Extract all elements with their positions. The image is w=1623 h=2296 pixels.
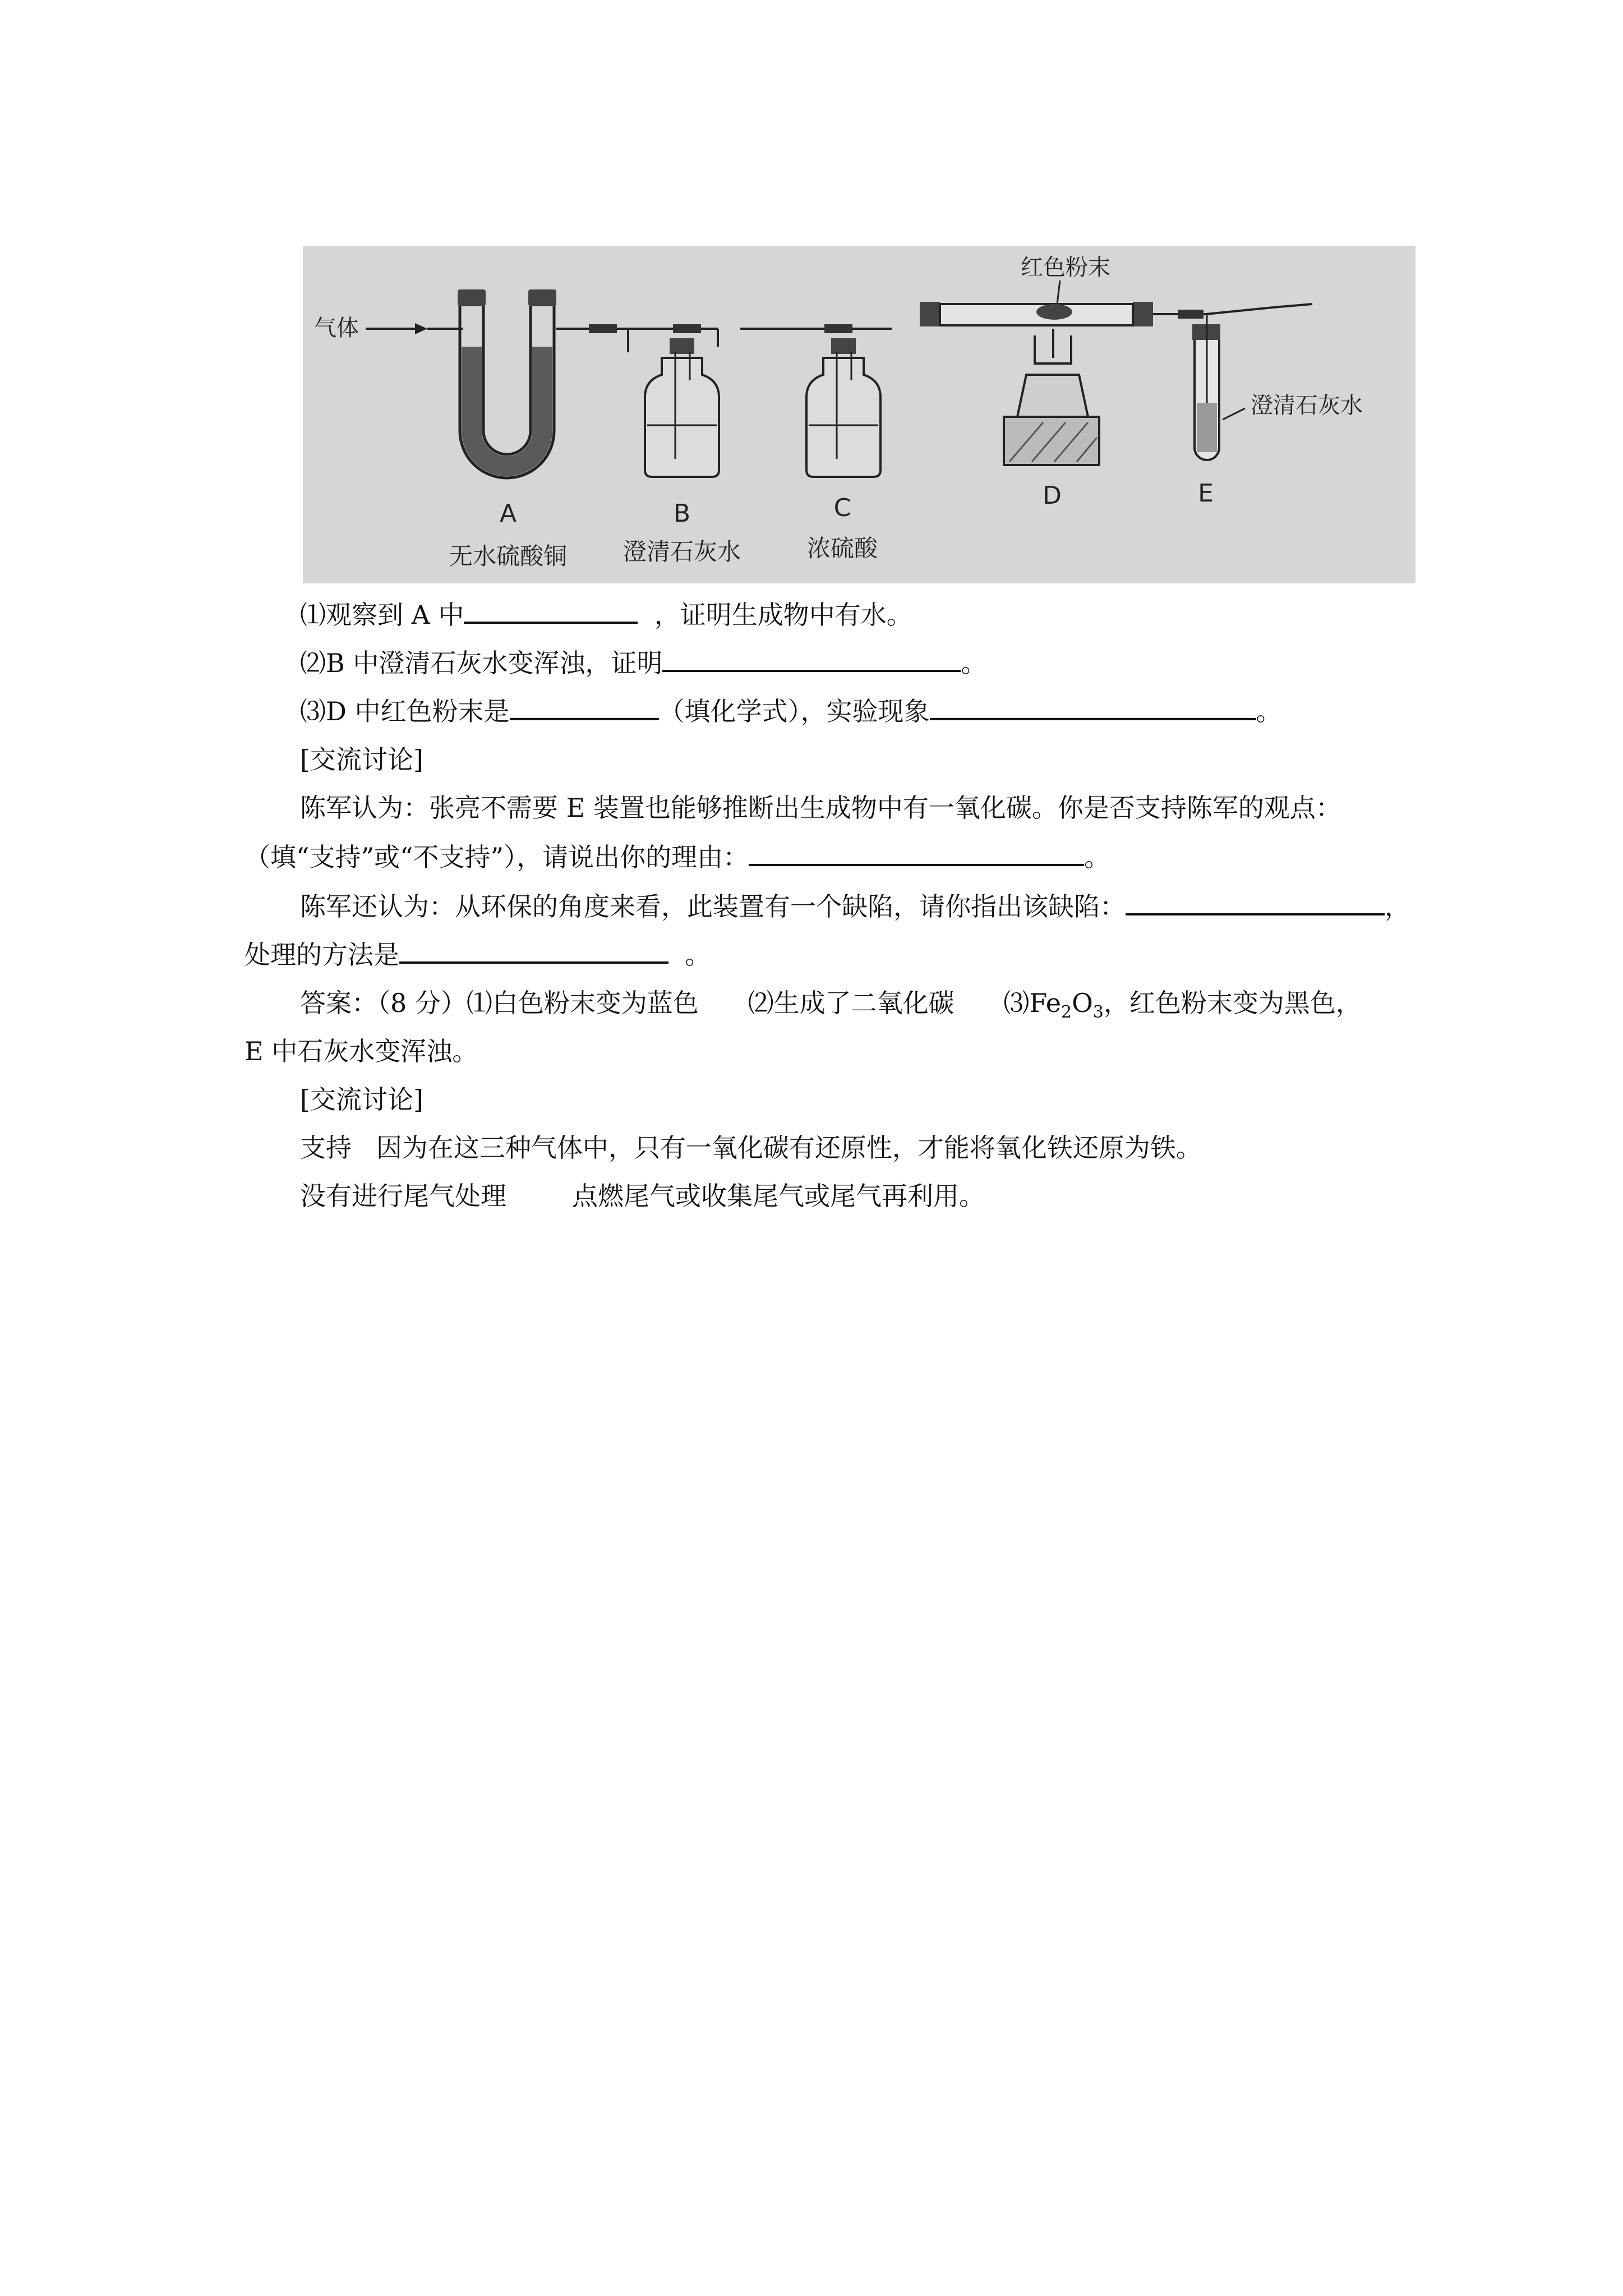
combustion-tube-d	[920, 302, 1206, 465]
top-label: 红色粉末	[1021, 255, 1110, 280]
apparatus-letter-d: D	[1043, 481, 1062, 510]
question-3: ⑶D 中红色粉末是 （填化学式），实验现象 。	[300, 693, 1282, 728]
apparatus-letter-e: E	[1198, 479, 1214, 508]
gas-arrow-head	[415, 323, 427, 334]
apparatus-label-a: 无水硫酸铜	[449, 542, 568, 570]
answer-line-3: 支持 因为在这三种气体中，只有一氧化碳有还原性，才能将氧化铁还原为铁。	[300, 1133, 1202, 1163]
apparatus-label-b: 澄清石灰水	[623, 538, 741, 565]
answer-blank[interactable]	[662, 645, 961, 672]
answer-blank[interactable]	[510, 693, 659, 720]
answer-line-1: 答案：（8 分）⑴白色粉末变为蓝色 ⑵生成了二氧化碳 $⑶Fe_2O_3$，红色粉末变为黑色，	[300, 988, 1362, 1023]
discussion-p1-line1: 陈军认为：张亮不需要 E 装置也能够推断出生成物中有一氧化碳。你是否支持陈军的观点：	[300, 793, 1341, 823]
fe2o3-formula: $⑶Fe_2O_3$	[1003, 988, 1104, 1023]
answer-line-4: 没有进行尾气处理 点燃尾气或收集尾气或尾气再利用。	[300, 1181, 985, 1211]
apparatus-letter-c: C	[833, 494, 851, 522]
discussion-p2-line2: 处理的方法是 。	[245, 937, 711, 972]
question-2: ⑵B 中澄清石灰水变浑浊，证明 。	[300, 645, 986, 680]
discussion-p2-line1: 陈军还认为：从环保的角度来看，此装置有一个缺陷，请你指出该缺陷： ，	[300, 889, 1410, 923]
answer-blank[interactable]	[930, 693, 1256, 720]
apparatus-letter-b: B	[673, 499, 691, 528]
gas-label: 气体	[314, 315, 359, 341]
apparatus-figure	[303, 246, 1415, 583]
answer-heading: [交流讨论]	[300, 1084, 423, 1115]
answer-blank[interactable]	[1126, 889, 1385, 915]
answer-blank[interactable]	[464, 597, 638, 624]
answer-blank[interactable]	[399, 937, 668, 964]
apparatus-diagram	[303, 246, 1415, 583]
bottle-c	[718, 324, 892, 477]
apparatus-letter-a: A	[499, 499, 517, 528]
u-tube-a	[458, 289, 628, 478]
discussion-heading: [交流讨论]	[300, 744, 423, 775]
answer-line-2: E 中石灰水变浑浊。	[245, 1036, 478, 1066]
apparatus-label-c: 浓硫酸	[806, 535, 878, 562]
right-label: 澄清石灰水	[1251, 393, 1363, 418]
question-1: ⑴观察到 A 中 ，证明生成物中有水。	[300, 597, 912, 632]
discussion-p1-line2: （填“支持”或“不支持”），请说出你的理由： 。	[245, 839, 1110, 874]
test-tube-e	[1192, 304, 1312, 460]
bottle-b	[628, 324, 719, 477]
answer-blank[interactable]	[749, 839, 1084, 866]
